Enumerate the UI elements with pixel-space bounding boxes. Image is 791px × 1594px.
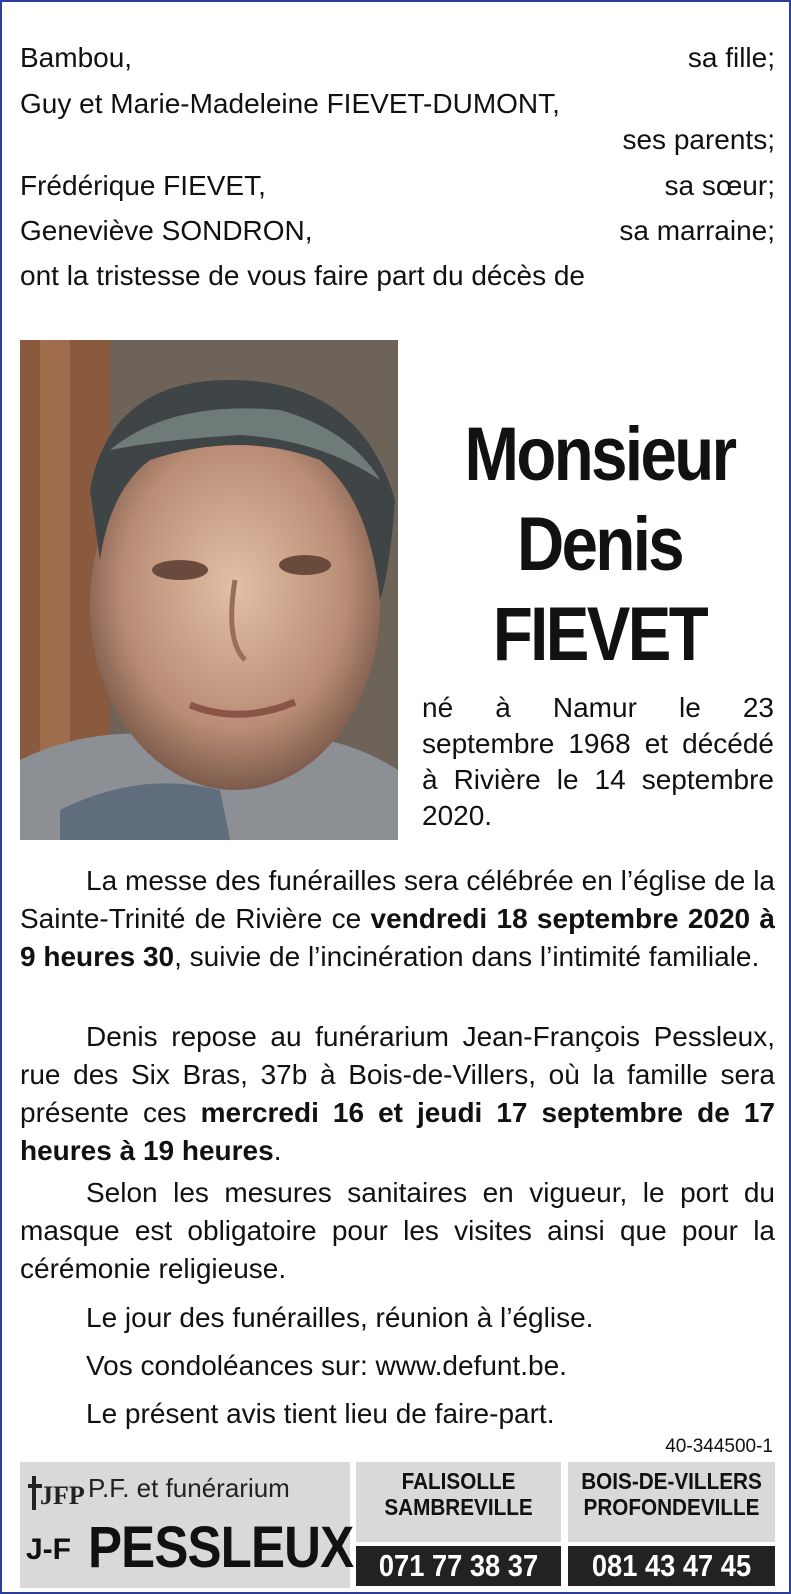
location-line: SAMBREVILLE [384, 1494, 533, 1520]
church-meeting-line: Le jour des funérailles, réunion à l’église. [86, 1302, 594, 1333]
intro-text: ont la tristesse de vous faire part du décès de [20, 260, 585, 291]
location-bois-de-villers [568, 1462, 775, 1542]
funeral-mass-paragraph [20, 862, 775, 976]
portrait-photo [20, 340, 398, 840]
family-relation: sa sœur; [664, 170, 775, 201]
family-line-godmother [20, 213, 775, 249]
deceased-last-name: FIEVET [492, 592, 707, 677]
phone-bois-de-villers [568, 1546, 775, 1586]
family-relation: sa marraine; [619, 215, 775, 246]
funeral-home-initials: J-F [26, 1533, 71, 1566]
location-line: PROFONDEVILLE [583, 1494, 760, 1520]
condolences-line: Vos condoléances sur: www.defunt.be. [86, 1350, 567, 1381]
funerarium-text-c: . [273, 1135, 282, 1166]
family-name: Geneviève SONDRON, [20, 215, 313, 246]
phone-falisolle [356, 1546, 561, 1586]
reference-number: 40-344500-1 [665, 1436, 773, 1457]
deceased-first-name: Denis [516, 502, 683, 587]
mass-text-c: , suivie de l’incinération dans l’intimité familiale. [174, 941, 760, 972]
cross-logo-icon [28, 1472, 85, 1514]
svg-text:JFP: JFP [40, 1481, 85, 1510]
location-falisolle [356, 1462, 561, 1542]
family-line-sister [20, 168, 775, 204]
birth-death-info: né à Namur le 23 septembre 1968 et décédé à Rivière le 14 septembre 2020. [422, 692, 774, 831]
family-name: Frédérique FIEVET, [20, 170, 266, 201]
sanitary-paragraph [20, 1174, 775, 1288]
notice-line: Le présent avis tient lieu de faire-part. [86, 1398, 555, 1429]
mass-text-a: La messe des funérailles sera célébrée en l’église de la Sainte-Trinité de Rivière ce [20, 865, 775, 934]
family-name: Guy et Marie-Madeleine FIEVET-DUMONT, [20, 88, 560, 119]
funeral-home-name: PESSLEUX [88, 1515, 354, 1580]
family-line-parents [20, 86, 775, 122]
location-line: BOIS-DE-VILLERS [581, 1468, 762, 1494]
family-name: Bambou, [20, 42, 133, 73]
funerarium-text-a: Denis repose au funérarium Jean-François Pessleux, rue des Six Bras, 37b à Bois-de-Villers, où la famille sera présente ces [20, 1021, 775, 1128]
family-relation: sa fille; [687, 42, 775, 73]
funeral-home-footer [20, 1462, 775, 1588]
family-relation: ses parents; [622, 124, 775, 155]
phone-number: 081 43 47 45 [591, 1548, 752, 1583]
funerarium-paragraph [20, 1018, 775, 1170]
sanitary-text: Selon les mesures sanitaires en vigueur, le port du masque est obligatoire pour les visites ainsi que pour la cérémonie religieuse. [20, 1177, 775, 1284]
location-line: FALISOLLE [401, 1468, 516, 1494]
phone-number: 071 77 38 37 [378, 1548, 539, 1583]
family-line-daughter [20, 40, 775, 76]
deceased-title: Monsieur [464, 412, 735, 497]
funeral-home-subtitle: P.F. et funérarium [88, 1473, 290, 1503]
mass-date: vendredi 18 septembre 2020 à 9 heures 30 [20, 903, 775, 972]
funeral-home-brand [20, 1462, 354, 1588]
visiting-hours: mercredi 16 et jeudi 17 septembre de 17 heures à 19 heures [20, 1097, 775, 1166]
